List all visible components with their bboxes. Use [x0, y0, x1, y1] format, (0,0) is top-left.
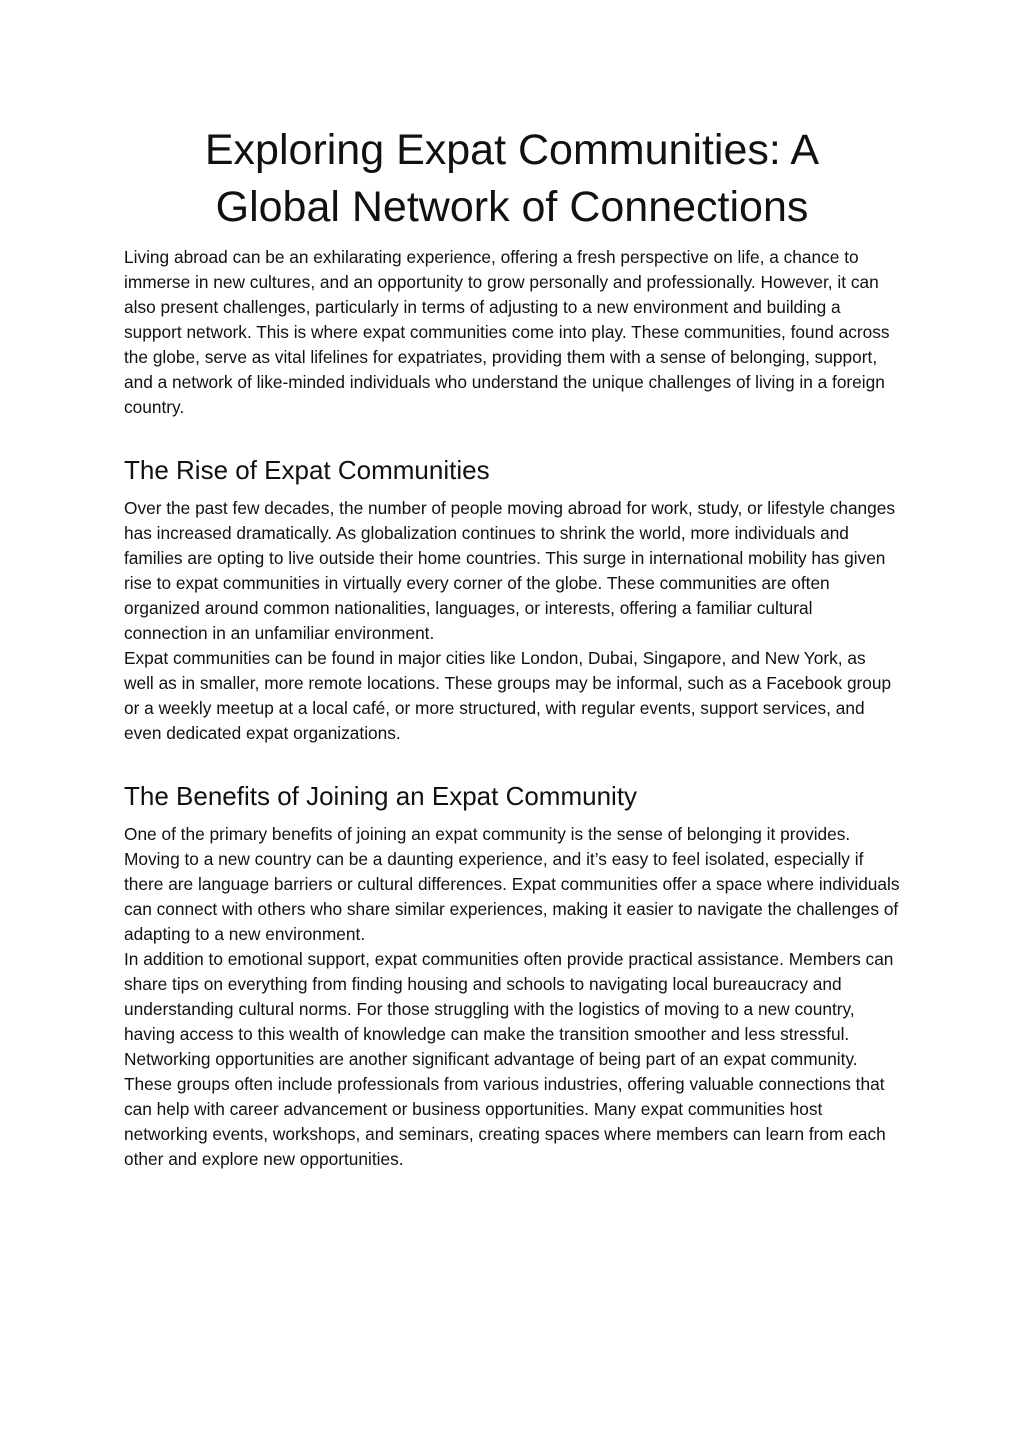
section-heading: The Rise of Expat Communities — [124, 455, 490, 485]
section-paragraph: In addition to emotional support, expat communities often provide practical assistance. Members can share tips on everything from finding housing and schools to navigating local bureaucracy and understanding cultural norms. For those struggling with the logistics of moving to a new country, having access to this wealth of knowledge can make the transition smoother and less stressful. — [124, 949, 894, 1044]
intro-paragraph: Living abroad can be an exhilarating experience, offering a fresh perspective on life, a chance to immerse in new cultures, and an opportunity to grow personally and professionally. However, it can also present challenges, particularly in terms of adjusting to a new environment and building a support network. This is where expat communities come into play. These communities, found across the globe, serve as vital lifelines for expatriates, providing them with a sense of belonging, support, and a network of like-minded individuals who understand the unique challenges of living in a foreign country. — [124, 247, 890, 417]
section-paragraph: Networking opportunities are another significant advantage of being part of an expat community. These groups often include professionals from various industries, offering valuable connections that can help with career advancement or business opportunities. Many expat communities host networking events, workshops, and seminars, creating spaces where members can learn from each other and explore new opportunities. — [124, 1049, 886, 1169]
section-benefits-of-joining — [124, 780, 900, 1172]
document-title — [124, 122, 900, 236]
section-paragraph: One of the primary benefits of joining an expat community is the sense of belonging it provides. Moving to a new country can be a daunting experience, and it’s easy to feel isolated, especially if there are language barriers or cultural differences. Expat communities offer a space where individuals can connect with others who share similar experiences, making it easier to navigate the challenges of adapting to a new environment. — [124, 824, 900, 944]
section-heading: The Benefits of Joining an Expat Community — [124, 781, 638, 811]
section-paragraph: Over the past few decades, the number of people moving abroad for work, study, or lifestyle changes has increased dramatically. As globalization continues to shrink the world, more individuals and families are opting to live outside their home countries. This surge in international mobility has given rise to expat communities in virtually every corner of the globe. These communities are often organized around common nationalities, languages, or interests, offering a familiar cultural connection in an unfamiliar environment. — [124, 498, 896, 643]
document-title-line-1: Exploring Expat Communities: A — [204, 126, 820, 174]
section-body — [124, 822, 900, 1172]
section-body — [124, 496, 900, 746]
document-page — [124, 122, 900, 1172]
section-paragraph: Expat communities can be found in major cities like London, Dubai, Singapore, and New York, as well as in smaller, more remote locations. These groups may be informal, such as a Facebook group or a weekly meetup at a local café, or more structured, with regular events, support services, and even dedicated expat organizations. — [124, 648, 892, 743]
document-title-line-2: Global Network of Connections — [215, 183, 809, 231]
section-rise-of-expat-communities — [124, 454, 900, 746]
